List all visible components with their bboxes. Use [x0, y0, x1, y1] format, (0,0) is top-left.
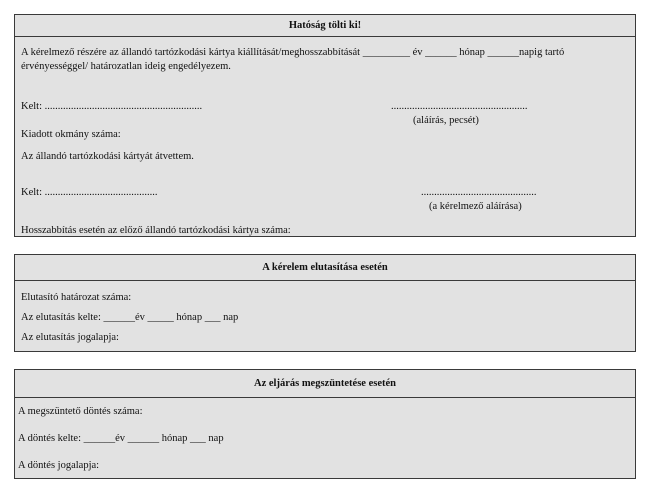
signature-caption-1: (aláírás, pecsét): [413, 115, 479, 126]
authority-section-title: Hatóság tölti ki!: [15, 15, 635, 37]
termination-decision-number: A megszüntető döntés száma:: [18, 406, 143, 417]
date-field-2: Kelt: ...........................................: [21, 187, 158, 198]
rejection-legal-basis: Az elutasítás jogalapja:: [21, 332, 119, 343]
authority-section: [14, 14, 636, 237]
permit-paragraph-line1: A kérelmező részére az állandó tartózkodási kártya kiállítását/meghosszabbítását _________ év ______ hónap ______napig tartó: [21, 47, 565, 58]
termination-date: A döntés kelte: ______év ______ hónap ___ nap: [18, 433, 224, 444]
signature-caption-2: (a kérelmező aláírása): [429, 201, 522, 212]
rejection-section-title: A kérelem elutasítása esetén: [15, 255, 635, 281]
previous-card-number: Hosszabbítás esetén az előző állandó tartózkodási kártya száma:: [21, 225, 291, 236]
termination-section-title: Az eljárás megszüntetése esetén: [15, 370, 635, 398]
rejection-decision-number: Elutasító határozat száma:: [21, 292, 132, 303]
rejection-section: [14, 254, 636, 352]
termination-section: [14, 369, 636, 479]
signature-line-2: ............................................: [421, 187, 537, 198]
date-field-1: Kelt: ............................................................: [21, 101, 203, 112]
card-received-statement: Az állandó tartózkodási kártyát átvettem.: [21, 151, 194, 162]
termination-legal-basis: A döntés jogalapja:: [18, 460, 100, 471]
signature-line-1: ....................................................: [391, 101, 528, 112]
permit-paragraph-line2: érvényességgel/ határozatlan ideig engedélyezem.: [21, 61, 231, 72]
rejection-date: Az elutasítás kelte: ______év _____ hónap ___ nap: [21, 312, 239, 323]
issued-document-number: Kiadott okmány száma:: [21, 129, 121, 140]
